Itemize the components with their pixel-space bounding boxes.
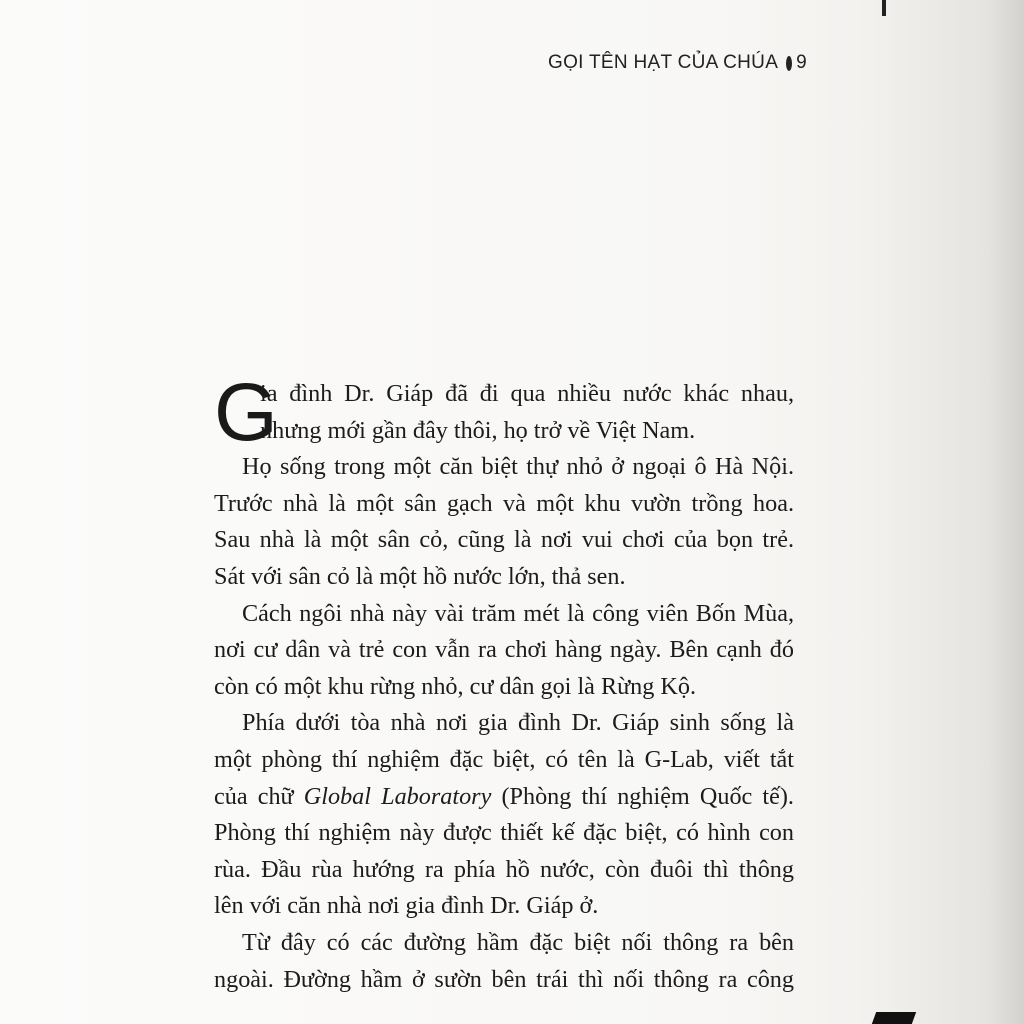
text-line (214, 779, 794, 816)
text-run: của chữ (214, 782, 304, 810)
text-line: Sau nhà là một sân cỏ, cũng là nơi vui chơi của bọn trẻ. (214, 526, 794, 554)
text-line: Từ đây có các đường hầm đặc biệt nối thông ra bên (242, 928, 794, 956)
paragraph-5 (214, 925, 794, 998)
paragraph-3 (214, 596, 794, 706)
text-line: ngoài. Đường hầm ở sườn bên trái thì nối thông ra công (214, 965, 794, 993)
text-line: rùa. Đầu rùa hướng ra phía hồ nước, còn đuôi thì thông (214, 855, 794, 883)
text-line: Phía dưới tòa nhà nơi gia đình Dr. Giáp sinh sống là (242, 709, 794, 737)
page-edge-shadow (874, 0, 1024, 1024)
drop-cap: G (214, 367, 278, 458)
scan-mark-bottom (872, 1012, 916, 1024)
text-line: Họ sống trong một căn biệt thự nhỏ ở ngoại ô Hà Nội. (242, 453, 794, 481)
text-run: (Phòng thí nghiệm Quốc tế). (491, 782, 794, 810)
paragraph-1 (214, 367, 794, 458)
scan-mark-top (882, 0, 886, 16)
paragraph-4 (214, 705, 794, 925)
text-line: Trước nhà là một sân gạch và một khu vườn trồng hoa. (214, 489, 794, 517)
running-header (548, 52, 808, 74)
bullet-circle-icon (786, 56, 792, 71)
text-line: Sát với sân cỏ là một hồ nước lớn, thả sen. (214, 562, 626, 590)
running-title: GỌI TÊN HẠT CỦA CHÚA (548, 52, 779, 73)
text-line: nhưng mới gần đây thôi, họ trở về Việt Nam. (260, 416, 696, 444)
text-line: Cách ngôi nhà này vài trăm mét là công viên Bốn Mùa, (242, 599, 794, 627)
page-number: 9 (796, 52, 808, 73)
paragraph-2 (214, 449, 794, 595)
text-line: ia đình Dr. Giáp đã đi qua nhiều nước khác nhau, (260, 380, 794, 407)
text-line: một phòng thí nghiệm đặc biệt, có tên là G-Lab, viết tắt (214, 745, 794, 773)
text-line: lên với căn nhà nơi gia đình Dr. Giáp ở. (214, 892, 599, 920)
text-line: còn có một khu rừng nhỏ, cư dân gọi là Rừng Kộ. (214, 672, 697, 700)
italic-term: Global Laboratory (303, 782, 492, 810)
text-line: Phòng thí nghiệm này được thiết kế đặc biệt, có hình con (214, 819, 794, 847)
body-text (214, 367, 794, 998)
text-line: nơi cư dân và trẻ con vẫn ra chơi hàng ngày. Bên cạnh đó (214, 636, 794, 664)
